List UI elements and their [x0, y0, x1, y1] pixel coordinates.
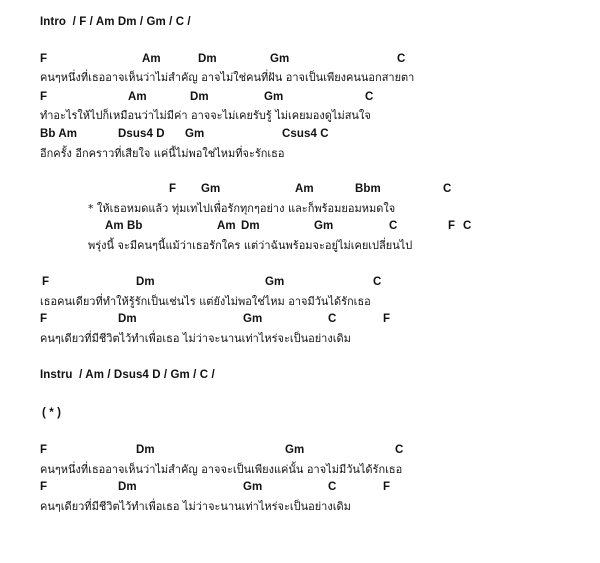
lyric-line: พรุ่งนี้ จะมีคนๆนี้แม้ว่าเธอรักใคร แต่ว่าฉันพร้อมจะอยู่ไม่เคยเปลี่ยนไป: [88, 239, 413, 252]
chord: Dm: [190, 91, 209, 103]
chord-row: [0, 129, 600, 143]
chord: F: [40, 313, 48, 325]
chord-row: [0, 482, 600, 496]
chord: F: [40, 444, 48, 456]
chord: C: [397, 53, 406, 65]
chord-row: [0, 54, 600, 68]
chord: Gm: [201, 183, 221, 195]
chord: C: [463, 220, 472, 232]
chord: Dm: [136, 444, 155, 456]
chord: C: [395, 444, 404, 456]
chord: Gm: [265, 276, 285, 288]
chord: Dm: [136, 276, 155, 288]
lyric-line: คนๆหนึ่งที่เธออาจเห็นว่าไม่สำคัญ อาจจะเป็นเพียงแค่นั้น อาจไม่มีวันได้รักเธอ: [40, 463, 403, 476]
chord-row: [0, 184, 600, 198]
chord: F: [42, 276, 50, 288]
repeat-mark: ( * ): [42, 407, 62, 419]
chord: Gm: [243, 481, 263, 493]
chord: F: [448, 220, 456, 232]
chord: Bbm: [355, 183, 381, 195]
chord: F: [169, 183, 177, 195]
chord-row: [0, 277, 600, 291]
lyric-line: คนๆเดียวที่มีชีวิตไว้ทำเพื่อเธอ ไม่ว่าจะนานเท่าไหร่จะเป็นอย่างเดิม: [40, 500, 351, 513]
chord: Am: [142, 53, 161, 65]
chord: Dm: [241, 220, 260, 232]
chord-row: [0, 314, 600, 328]
chord: Gm: [270, 53, 290, 65]
chord: Am: [217, 220, 236, 232]
chord: Dm: [118, 313, 137, 325]
instru-line: Instru / Am / Dsus4 D / Gm / C /: [40, 369, 215, 381]
chord: C: [365, 91, 374, 103]
chord: F: [40, 53, 48, 65]
chord: Dsus4 D: [118, 128, 165, 140]
lyric-line: คนๆหนึ่งที่เธออาจเห็นว่าไม่สำคัญ อาจไม่ใช่คนที่ฝัน อาจเป็นเพียงคนนอกสายตา: [40, 71, 415, 84]
chord: Bb Am: [40, 128, 78, 140]
chord: C: [328, 481, 337, 493]
chord: C: [373, 276, 382, 288]
chord: Am: [295, 183, 314, 195]
chord: F: [383, 481, 391, 493]
chord: C: [328, 313, 337, 325]
chord: Dm: [118, 481, 137, 493]
chord: F: [40, 481, 48, 493]
chord: F: [383, 313, 391, 325]
intro-line: Intro / F / Am Dm / Gm / C /: [40, 16, 191, 28]
chord: Csus4 C: [282, 128, 329, 140]
chord-row: [0, 445, 600, 459]
chord: Gm: [285, 444, 305, 456]
chord: Dm: [198, 53, 217, 65]
lyric-line: เธอคนเดียวที่ทำให้รู้รักเป็นเช่นไร แต่ยังไม่พอใช่ไหม อาจมีวันได้รักเธอ: [40, 295, 371, 308]
chord: Gm: [243, 313, 263, 325]
chord: Am Bb: [105, 220, 143, 232]
chord-row: [0, 221, 600, 235]
lyric-line: อีกครั้ง อีกคราวที่เสียใจ แค่นี้ไม่พอใช่ไหมที่จะรักเธอ: [40, 147, 285, 160]
chord: Gm: [314, 220, 334, 232]
chord: Am: [128, 91, 147, 103]
lyric-line: * ให้เธอหมดแล้ว ทุ่มเทไปเพื่อรักทุกๆอย่าง และก็พร้อมยอมหมดใจ: [88, 202, 396, 215]
chord: Gm: [185, 128, 205, 140]
lyric-line: ทำอะไรให้ไปก็เหมือนว่าไม่มีค่า อาจจะไม่เคยรับรู้ ไม่เคยมองดูไม่สนใจ: [40, 109, 371, 122]
chord: F: [40, 91, 48, 103]
lyric-line: คนๆเดียวที่มีชีวิตไว้ทำเพื่อเธอ ไม่ว่าจะนานเท่าไหร่จะเป็นอย่างเดิม: [40, 332, 351, 345]
chord: Gm: [264, 91, 284, 103]
chord: C: [443, 183, 452, 195]
chord: C: [389, 220, 398, 232]
chord-row: [0, 92, 600, 106]
